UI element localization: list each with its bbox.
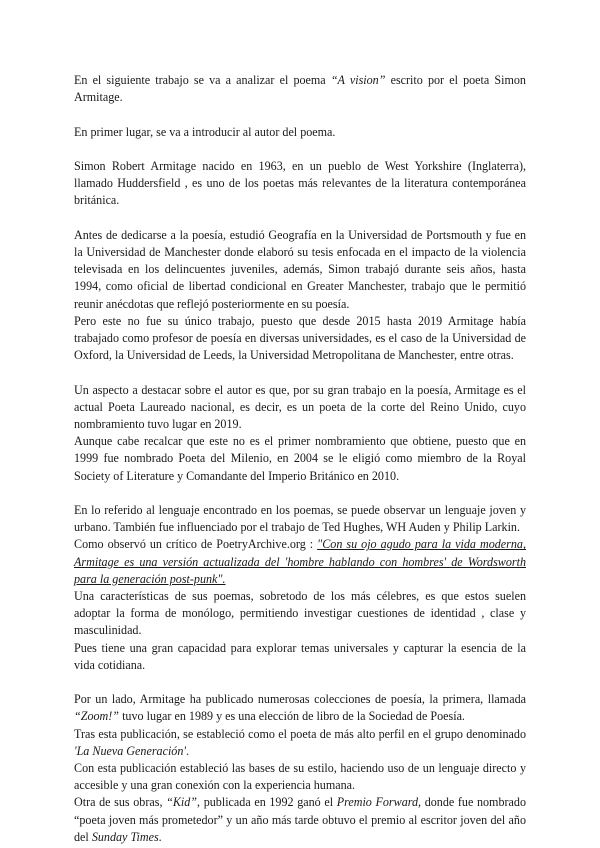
zoom-text-end: tuvo lugar en 1989 y es una elección de libro de la Sociedad de Poesía. <box>119 709 465 724</box>
paragraph-zoom <box>74 691 526 725</box>
paragraph-monologue: Una características de sus poemas, sobretodo de los más célebres, es que estos suelen adoptar la forma de monólogo, permitiendo investigar cuestiones de identidad , clase y masculinidad. <box>74 589 526 638</box>
new-generation-text-end: . <box>185 743 190 758</box>
poem-title: “A vision” <box>330 73 386 87</box>
paragraph-style: Con esta publicación estableció las bases de su estilo, haciendo uso de un lenguaje directo y accesible y una gran conexión con la experiencia humana. <box>74 761 526 793</box>
forward-prize: Premio Forward, <box>336 795 422 810</box>
zoom-title: “Zoom!” <box>74 709 120 724</box>
kid-text-end: . <box>158 829 162 844</box>
paragraph-education: Antes de dedicarse a la poesía, estudió Geografía en la Universidad de Portsmouth y fue en la Universidad de Manchester donde elaboró su tesis enfocada en el impacto de la violencia televisada en los delincuentes juveniles, además, Simon trabajó durante seis años, hasta 1994, como oficial de libertad condicional en Greater Manchester, trabajo que le permitió reunir anécdotas que reflejó posteriormente en su poesía. <box>74 227 526 311</box>
kid-text-1: Otra de sus obras, <box>74 795 167 810</box>
kid-text-3: donde fue nombrado “poeta joven más prometedor” y un año más tarde obtuvo el premio al escritor joven del año del <box>74 795 527 844</box>
paragraph-teaching: Pero este no fue su único trabajo, puesto que desde 2015 hasta 2019 Armitage había trabajado como profesor de poesía en diversas universidades, es el caso de la Universidad de Oxford, la Universidad de Leeds, la Universidad Metropolitana de Manchester, entre otras. <box>74 313 526 363</box>
document-page <box>74 72 526 846</box>
zoom-text-start: Por un lado, Armitage ha publicado numerosas colecciones de poesía, la primera, llamada <box>74 692 526 707</box>
kid-text-2: , publicada en 1992 ganó el <box>197 795 337 810</box>
paragraph-millennium-poet: Aunque cabe recalcar que este no es el primer nombramiento que obtiene, puesto que en 1999 fue nombrado Poeta del Milenio, en 2004 se le eligió como miembro de la Royal Society of Literature y Comandante del Imperio Británico en 2010. <box>74 434 526 483</box>
paragraph-intro <box>74 72 526 106</box>
paragraph-biography: Simon Robert Armitage nacido en 1963, en un pueblo de West Yorkshire (Inglaterra), llamado Huddersfield , es uno de los poetas más relevantes de la literatura contemporánea británica. <box>74 158 526 208</box>
new-generation-name: 'La Nueva Generación' <box>74 743 186 758</box>
paragraph-critic-quote <box>74 536 526 588</box>
paragraph-universal-themes: Pues tiene una gran capacidad para explorar temas universales y capturar la esencia de la vida cotidiana. <box>74 640 526 672</box>
critic-intro: Como observó un crítico de PoetryArchive.org : <box>74 537 318 552</box>
paragraph-new-generation <box>74 726 526 760</box>
paragraph-introduce-author: En primer lugar, se va a introducir al autor del poema. <box>74 124 336 139</box>
sunday-times: Sunday Times <box>91 829 159 844</box>
intro-text-end: escrito por el poeta Simon Armitage. <box>74 73 526 105</box>
critic-quote: "Con su ojo agudo para la vida moderna, Armitage es una versión actualizada del 'hombre hablando con hombres' de Wordsworth para la generación post-punk". <box>74 537 526 586</box>
new-generation-text-start: Tras esta publicación, se estableció como el poeta de más alto perfil en el grupo denominado <box>74 726 526 741</box>
paragraph-kid <box>74 794 526 846</box>
paragraph-language: En lo referido al lenguaje encontrado en los poemas, se puede observar un lenguaje joven y urbano. También fue influenciado por el trabajo de Ted Hughes, WH Auden y Philip Larkin. <box>74 503 526 535</box>
kid-title: “Kid” <box>166 795 198 810</box>
paragraph-laureate: Un aspecto a destacar sobre el autor es que, por su gran trabajo en la poesía, Armitage es el actual Poeta Laureado nacional, es decir, es un poeta de la corte del Reino Unido, cuyo nombramiento tuvo lugar en 2019. <box>74 382 526 431</box>
intro-text-start: En el siguiente trabajo se va a analizar el poema <box>74 73 331 87</box>
